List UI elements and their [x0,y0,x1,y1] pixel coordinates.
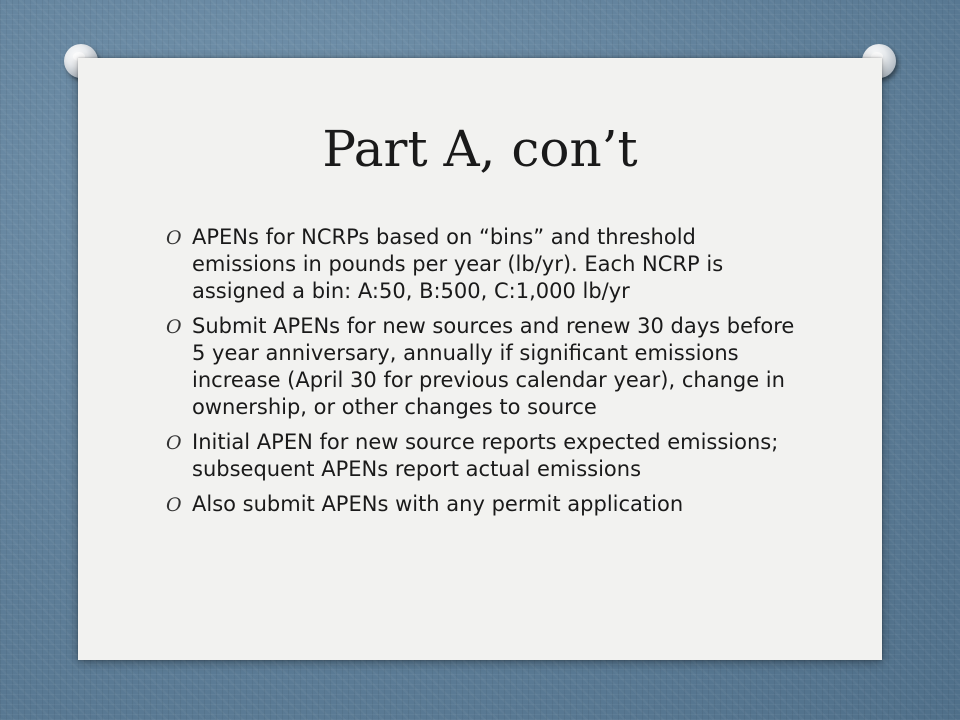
bullet-marker-icon: O [166,316,182,338]
bullet-text: Initial APEN for new source reports expected emissions; subsequent APENs report actual emissions [192,430,779,481]
bullet-item [166,224,806,305]
bullet-text: Submit APENs for new sources and renew 30 days before 5 year anniversary, annually if significant emissions increase (April 30 for previous calendar year), change in ownership, or other changes to source [192,314,795,419]
slide-card [78,58,882,660]
bullet-item [166,491,806,518]
bullet-text: APENs for NCRPs based on “bins” and threshold emissions in pounds per year (lb/yr). Each NCRP is assigned a bin: A:50, B:500, C:1,000 lb/yr [192,225,724,303]
bullet-list [166,224,806,526]
bullet-marker-icon: O [166,432,182,454]
bullet-item [166,313,806,421]
slide-title: Part A, con’t [322,120,638,178]
bullet-item [166,429,806,483]
bullet-text: Also submit APENs with any permit application [192,492,684,516]
bullet-marker-icon: O [166,494,182,516]
bullet-marker-icon: O [166,227,182,249]
